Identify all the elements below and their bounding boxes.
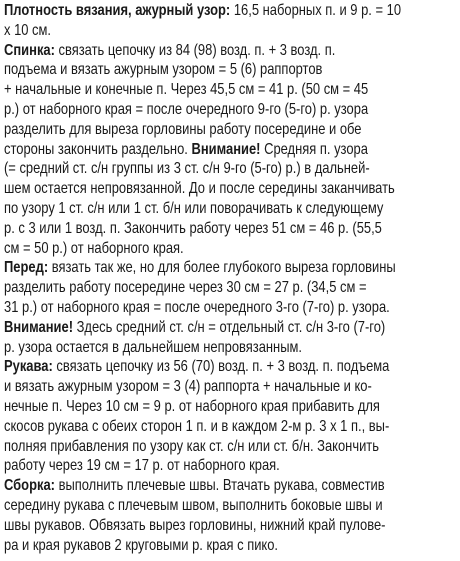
text-line: разделить работу посередине через 30 см = 27 р. (34,5 см = <box>4 279 367 297</box>
text-line: подъема и вязать ажурным узором = 5 (6) раппортов <box>4 61 323 79</box>
attention-label: Внимание! <box>4 318 74 336</box>
text-line: скосов рукава с обеих сторон 1 п. и в каждом 2-м р. 3 х 1 п., вы- <box>4 417 390 435</box>
text-line: стороны закончить раздельно. Внимание! Средняя п. узора <box>4 140 368 158</box>
text-line: р.) от наборного края = после очередного 9-го (5-го) р. узора <box>4 101 369 118</box>
section-heading: Плотность вязания, ажурный узор: <box>4 2 231 19</box>
text-line: Перед: вязать так же, но для более глубокого выреза горловины <box>4 259 396 277</box>
text-line: швы рукавов. Обвязать вырез горловины, нижний край пулове- <box>4 516 386 534</box>
text-line: (= средний ст. с/н группы из 3 ст. с/н 9-го (5-го) р.) в дальней- <box>4 160 370 178</box>
text-line: Рукава: связать цепочку из 56 (70) возд. п. + 3 возд. п. подъема <box>4 358 390 376</box>
text-line: Плотность вязания, ажурный узор: 16,5 наборных п. и 9 р. = 10 <box>4 2 402 19</box>
section-heading: Перед: <box>4 259 49 277</box>
text-line: х 10 см. <box>4 21 52 39</box>
attention-label: Внимание! <box>187 140 261 158</box>
text-line: разделить для выреза горловины работу посередине и обе <box>4 120 362 138</box>
text-line: 31 р.) от наборного края = после очередного 3-го (7-го) р. узора. <box>4 299 390 316</box>
text-line: ра и края рукавов 2 круговыми р. края с пико. <box>4 536 279 554</box>
section-heading: Рукава: <box>4 358 53 376</box>
text-line: и вязать ажурным узором = 3 (4) раппорта + начальные и ко- <box>4 378 372 396</box>
text-line: середину рукава с плечевым швом, выполнить боковые швы и <box>4 497 383 514</box>
text-line: + начальные и конечные п. Через 45,5 см = 41 р. (50 см = 45 <box>4 81 369 99</box>
text-line: полняя прибавления по узору как ст. с/н или ст. б/н. Закончить <box>4 437 379 455</box>
text-line: см = 50 р.) от наборного края. <box>4 239 184 257</box>
text-line: работу через 19 см = 17 р. от наборного края. <box>4 457 280 475</box>
text-line: по узору 1 ст. с/н или 1 ст. б/н или поворачивать к следующему <box>4 200 384 217</box>
text-line: р. с 3 или 1 возд. п. Закончить работу через 51 см = 46 р. (55,5 <box>4 219 382 237</box>
text-line: Внимание! Здесь средний ст. с/н = отдельный ст. с/н 3-го (7-го) <box>4 318 386 336</box>
text-line: шем остается непровязанной. До и после середины заканчивать <box>4 180 395 198</box>
text-line: Спинка: связать цепочку из 84 (98) возд. п. + 3 возд. п. <box>4 41 336 59</box>
text-line: Сборка: выполнить плечевые швы. Втачать рукава, совместив <box>4 477 385 495</box>
text-line: р. узора остается в дальнейшем непровязанным. <box>4 338 303 356</box>
text-line: нечные п. Через 10 см = 9 р. от наборного края прибавить для <box>4 398 380 415</box>
section-heading: Сборка: <box>4 477 55 495</box>
section-heading: Спинка: <box>4 41 55 59</box>
